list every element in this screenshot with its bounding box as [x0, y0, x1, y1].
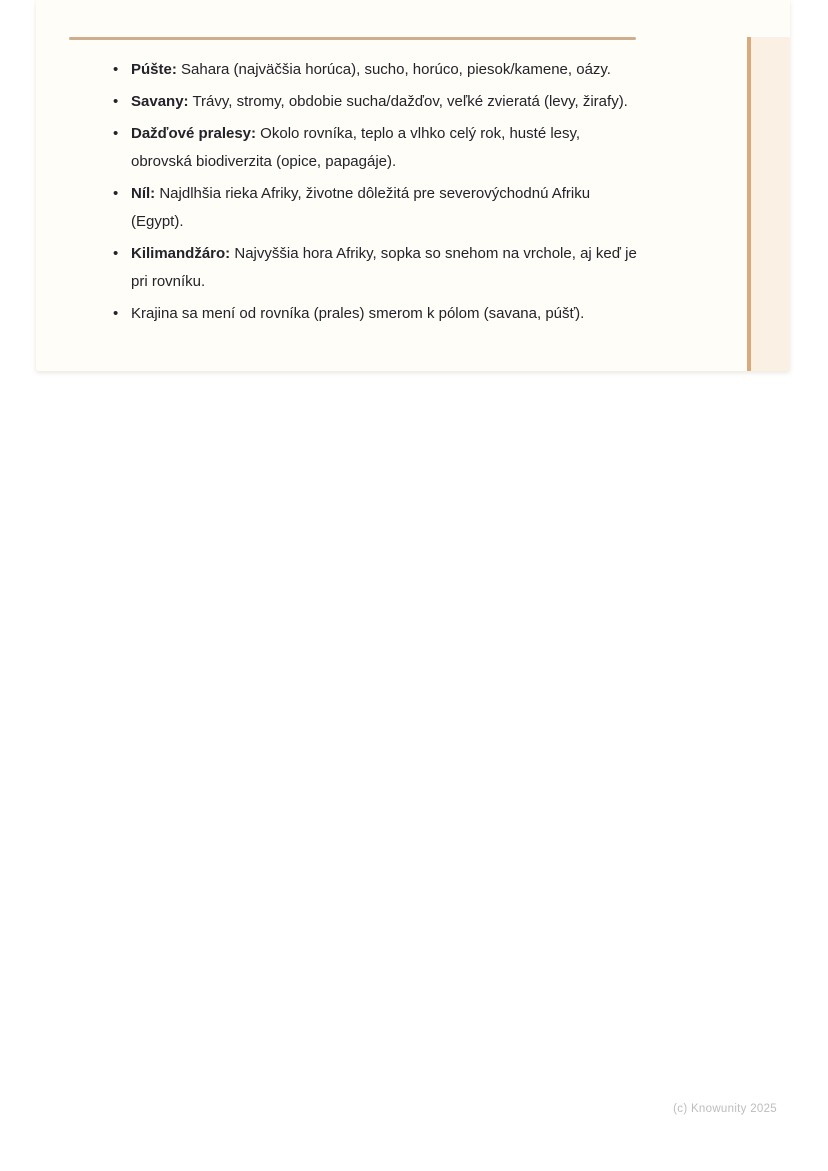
- list-item: [113, 240, 713, 296]
- list-item: [113, 88, 713, 116]
- term-label: Púšte:: [131, 61, 177, 78]
- bullet-list: [113, 56, 713, 332]
- bullet-icon: •: [113, 125, 119, 142]
- item-text: Trávy, stromy, obdobie sucha/dažďov, veľké zvieratá (levy, žirafy).: [188, 93, 628, 110]
- item-text: Sahara (najväčšia horúca), sucho, horúco, piesok/kamene, oázy.: [176, 61, 611, 78]
- term-label: Níl:: [131, 185, 156, 202]
- term-label: Kilimandžáro:: [131, 245, 231, 262]
- item-text-line2: (Egypt).: [131, 213, 184, 230]
- section-divider: [69, 37, 636, 40]
- item-text-line2: obrovská biodiverzita (opice, papagáje).: [131, 153, 397, 170]
- list-item: [113, 120, 713, 176]
- term-label: Dažďové pralesy:: [131, 125, 257, 142]
- item-text-line2: pri rovníku.: [131, 273, 206, 290]
- term-label: Savany:: [131, 93, 189, 110]
- list-item: [113, 300, 713, 328]
- item-text: Okolo rovníka, teplo a vlhko celý rok, husté lesy,: [256, 125, 581, 142]
- bullet-icon: •: [113, 245, 119, 262]
- note-card: [36, 0, 790, 371]
- list-item: [113, 180, 713, 236]
- bullet-icon: •: [113, 93, 119, 110]
- decorative-margin-band: [747, 37, 790, 371]
- bullet-icon: •: [113, 305, 119, 322]
- item-text: Najvyššia hora Afriky, sopka so snehom na vrchole, aj keď je: [230, 245, 637, 262]
- list-item: [113, 56, 713, 84]
- bullet-icon: •: [113, 61, 119, 78]
- item-text: Krajina sa mení od rovníka (prales) smerom k pólom (savana, púšť).: [131, 305, 585, 322]
- bullet-icon: •: [113, 185, 119, 202]
- copyright-note: (c) Knowunity 2025: [673, 1103, 777, 1115]
- item-text: Najdlhšia rieka Afriky, životne dôležitá pre severovýchodnú Afriku: [155, 185, 591, 202]
